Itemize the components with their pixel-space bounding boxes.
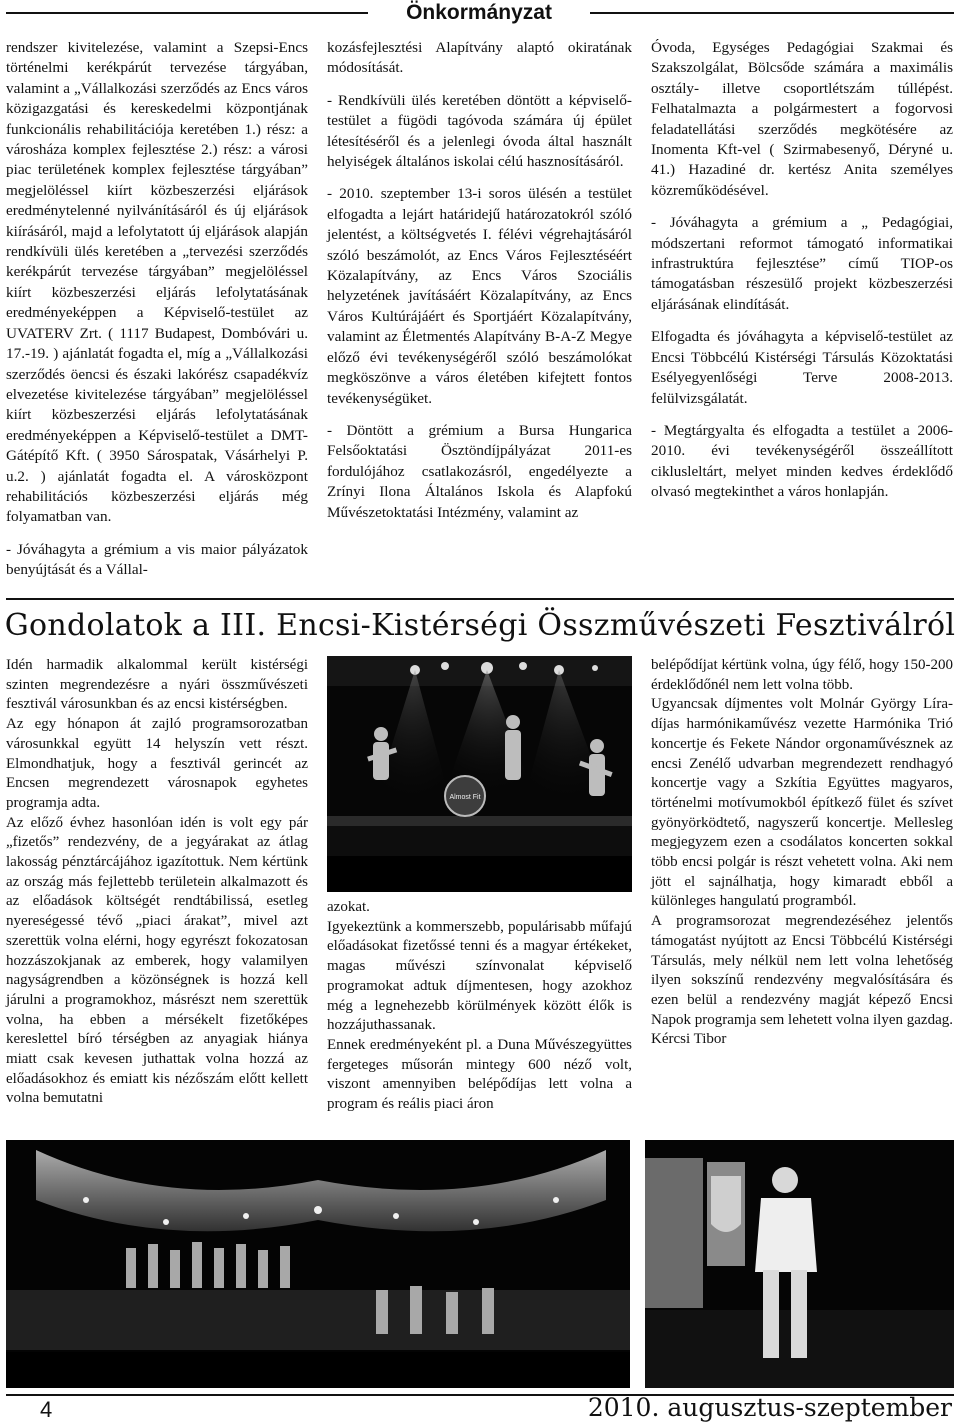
news-column-3 xyxy=(651,38,953,503)
paragraph: kozásfejlesztési Alapítvány alaptó okiratának módosítását. xyxy=(327,39,632,77)
paragraph: - 2010. szeptember 13-i soros ülésén a testület elfogadta a lejárt határidejű határozatokról szóló jelentést, a költségvetés I. félévi végrehajtásáról szóló beszámolót, az Encs Város Fejlesztéséért Közalapítvány, az Encs Város Szociális helyzetének javításáért Közalapítvány, az Encs Város Kultúrájáért és Sportjáért Közalapítvány, valamint az Életmentés Alapítvány B-A-Z Megye előző évi tevékenységéről szóló beszámolókat megköszönve a város életében kifejtett fontos tevékenységüket. xyxy=(327,185,632,407)
article-title: Gondolatok a III. Encsi-Kistérségi Összművészeti Fesztiválról xyxy=(4,608,956,643)
bass-drum-logo: Almost Fit xyxy=(449,794,481,801)
paragraph: - Döntött a grémium a Bursa Hungarica Felsőoktatási Ösztöndíjpályázat 2011-es fordulójához csatlakozásról, engedélyezte a Zrínyi Ilona Általános Iskola és Alapfokú Művészetoktatási Intézmény, valamint az xyxy=(327,421,632,521)
paragraph: belépődíjat kértünk volna, úgy félő, hogy 150-200 érdeklődőnél nem lett volna több. xyxy=(651,657,953,693)
article-column-3 xyxy=(651,656,953,1050)
singer-photo xyxy=(645,1140,954,1388)
news-column-2 xyxy=(327,38,632,523)
paragraph: Az egy hónapon át zajló programsorozatban városunkkal együtt 14 helyszín vett részt. Elmondhatjuk, hogy a fesztivál gerincét az Encsen megrendezett városnapok egyhetes programja adta. xyxy=(6,716,308,811)
page-number: 4 xyxy=(40,1397,53,1422)
paragraph: Óvoda, Egységes Pedagógiai Szakmai és Szakszolgálat, Bölcsőde számára a maximális osztály- illetve csoportlétszám túllépést. Felhatalmazta a polgármestert a fogorvosi feladatellátási szerződés megkötésére az Inomenta Kft-vel ( Szirmabesenyő, Déryné u. 41.) Hazadiné dr. kertész Anita személyes közreműködésével. xyxy=(651,39,953,199)
paragraph: Ennek eredményeként pl. a Duna Művészegyüttes fergeteges műsorán mintegy 600 néző volt, viszont amennyiben belépődíjas lett volna a program és reális piaci áron xyxy=(327,1036,632,1113)
article-signature: Kércsi Tibor xyxy=(651,1031,727,1048)
paragraph: A programsorozat megrendezéséhez jelentős támogatást nyújtott az Encsi Többcélú Kistérségi Társulás, mely nélkül nem lett volna lehetőség ilyen sokszínű rendezvény megvalósítására és ezen belül a rendezvény magját képező Encsi Napok programja sem lehetett volna ilyen gazdag. xyxy=(651,913,953,1028)
paragraph: - Jóváhagyta a grémium a vis maior pályázatok benyújtását és a Vállal- xyxy=(6,540,308,579)
section-header xyxy=(0,0,960,26)
paragraph: - Megtárgyalta és elfogadta a testület a 2006-2010. évi tevékenységéről összeállított ciklusleltárt, melyet minden kedves érdeklődő olvasó megtekinthet a város honlapján. xyxy=(651,421,953,501)
paragraph: Igyekeztünk a kommerszebb, populárisabb műfajú előadásokat fizetőssé tenni és a magyar értékeket, magas művészi színvonalat képviselő programokat adtuk díjmentesen, hogy azokhoz még a legnehezebb körülmények között élők is hozzájuthassanak. xyxy=(327,918,632,1034)
issue-date: 2010. augusztus-szeptember xyxy=(587,1393,952,1422)
paragraph: azokat. xyxy=(327,899,370,915)
paragraph: Ugyancsak díjmentes volt Molnár György Líra-díjas harmónikaművész vezette Harmónika Trió koncertje és Fekete Nándor orgonaművésznek az encsi Zenélő udvarban megrendezett rendhagyó koncertje vagy a Szkítia Együttes magyaros, történelmi motívumokból építkező fület és szívet gyönyörködtető, nagyszerű koncertje. Mellesleg megjegyzem ezen a csodálatos koncerten sokkal több encsi polgár is részt vehetett volna. Aki nem jött el sajnálhatja, hogy kimaradt ebből a különleges hangulatú programból. xyxy=(651,696,953,910)
article-column-1 xyxy=(6,656,308,1109)
header-rule-right xyxy=(590,12,954,14)
paragraph: - Rendkívüli ülés keretében döntött a képviselő-testület a fügödi tagóvoda számára új épület létesítéséről és a jelenlegi óvoda által használt helyiségek általános iskolai célú hasznosításáról. xyxy=(327,91,632,171)
article-divider xyxy=(6,598,954,600)
article-column-2 xyxy=(327,898,632,1115)
paragraph: Elfogadta és jóváhagyta a képviselő-testület az Encsi Többcélú Kistérségi Társulás Közoktatási Esélyegyenlőségi Terve 2008-2013. felülvizsgálatát. xyxy=(651,328,953,407)
paragraph: - Jóváhagyta a grémium a „ Pedagógiai, módszertani reformot támogató informatikai infrastruktúra fejlesztése” című TIOP-os támogatásban részesülő projekt közbeszerzési eljárásának elindítását. xyxy=(651,214,953,313)
dance-performance-photo xyxy=(6,1140,630,1388)
paragraph: Az előző évhez hasonlóan idén is volt egy pár „fizetős” rendezvény, de a jegyárakat az átlag lakosság pénztárcájához igazítottuk. Nem kértünk az ország más fejlettebb területein alkalmazott és az előadások költségét rendtábilissá, esetleg nyereségessé tévő „piaci árakat”, mivel azt szerettük volna elérni, hogy egyrészt fokozatosan hozzászokjanak az emberek, hogy valamilyen nagyságrendben a közönségnek is hozzá kell járulni a programokhoz, másrészt nem szerettük volna, ha ebben a mérsékelt fizetőképes kereslettel bíró térségben az anyagiak hiánya miatt csak kevesen juthattak volna hozzá az előadásokhoz és emiatt kis nézőszám előtt kellett volna bemutatni xyxy=(6,814,308,1107)
section-title: Önkormányzat xyxy=(406,1,552,24)
header-rule-left xyxy=(6,12,368,14)
paragraph: rendszer kivitelezése, valamint a Szepsi-Encs történelmi kerékpárút tervezése tárgyában, valamint a „Vállalkozási szerződés az Encs város közigazgatási és kereskedelmi központjának funkcionális rehabilitációja keretében 1.) rész: a városháza komplex fejlesztése 2.) rész: a városi piac területének komplex fejlesztése tárgyában” megjelöléssel kiírt közbeszerzési eljárások eredménytelenné nyilvánításáról és új eljárások kiírásáról, majd a lefolytatott új eljárások alapján rendkívüli ülés keretében a „tervezési szerződés kerékpárút tervezése tárgyában” megjelöléssel kiírt közbeszerzési eljárás lefolytatásának eredményeképpen a Képviselő-testület az UVATERV Zrt. ( 1117 Budapest, Dombóvári u. 17.-19. ) ajánlatát fogadta el, míg a „Vállalkozási szerződés öencsi és északi lakórész csapadékvíz elvezetése kivitelezése tárgyában” megjelöléssel kiírt közbeszerzési eljárás lefolytatásának eredményeképpen a Képviselő-testület a DMT-Gátépítő Kft. ( 3950 Sárospatak, Vásárhelyi P. u.2. ) ajánlatát fogadta el. A városközpont rehabilitációs közbeszerzési eljárás még folyamatban van. xyxy=(6,39,308,526)
paragraph: Idén harmadik alkalommal került kistérségi szinten megrendezésre a nyári összművészeti fesztivál városunkban és az encsi kistérségben. xyxy=(6,657,308,713)
news-column-1 xyxy=(6,38,308,581)
concert-photo xyxy=(327,656,632,892)
